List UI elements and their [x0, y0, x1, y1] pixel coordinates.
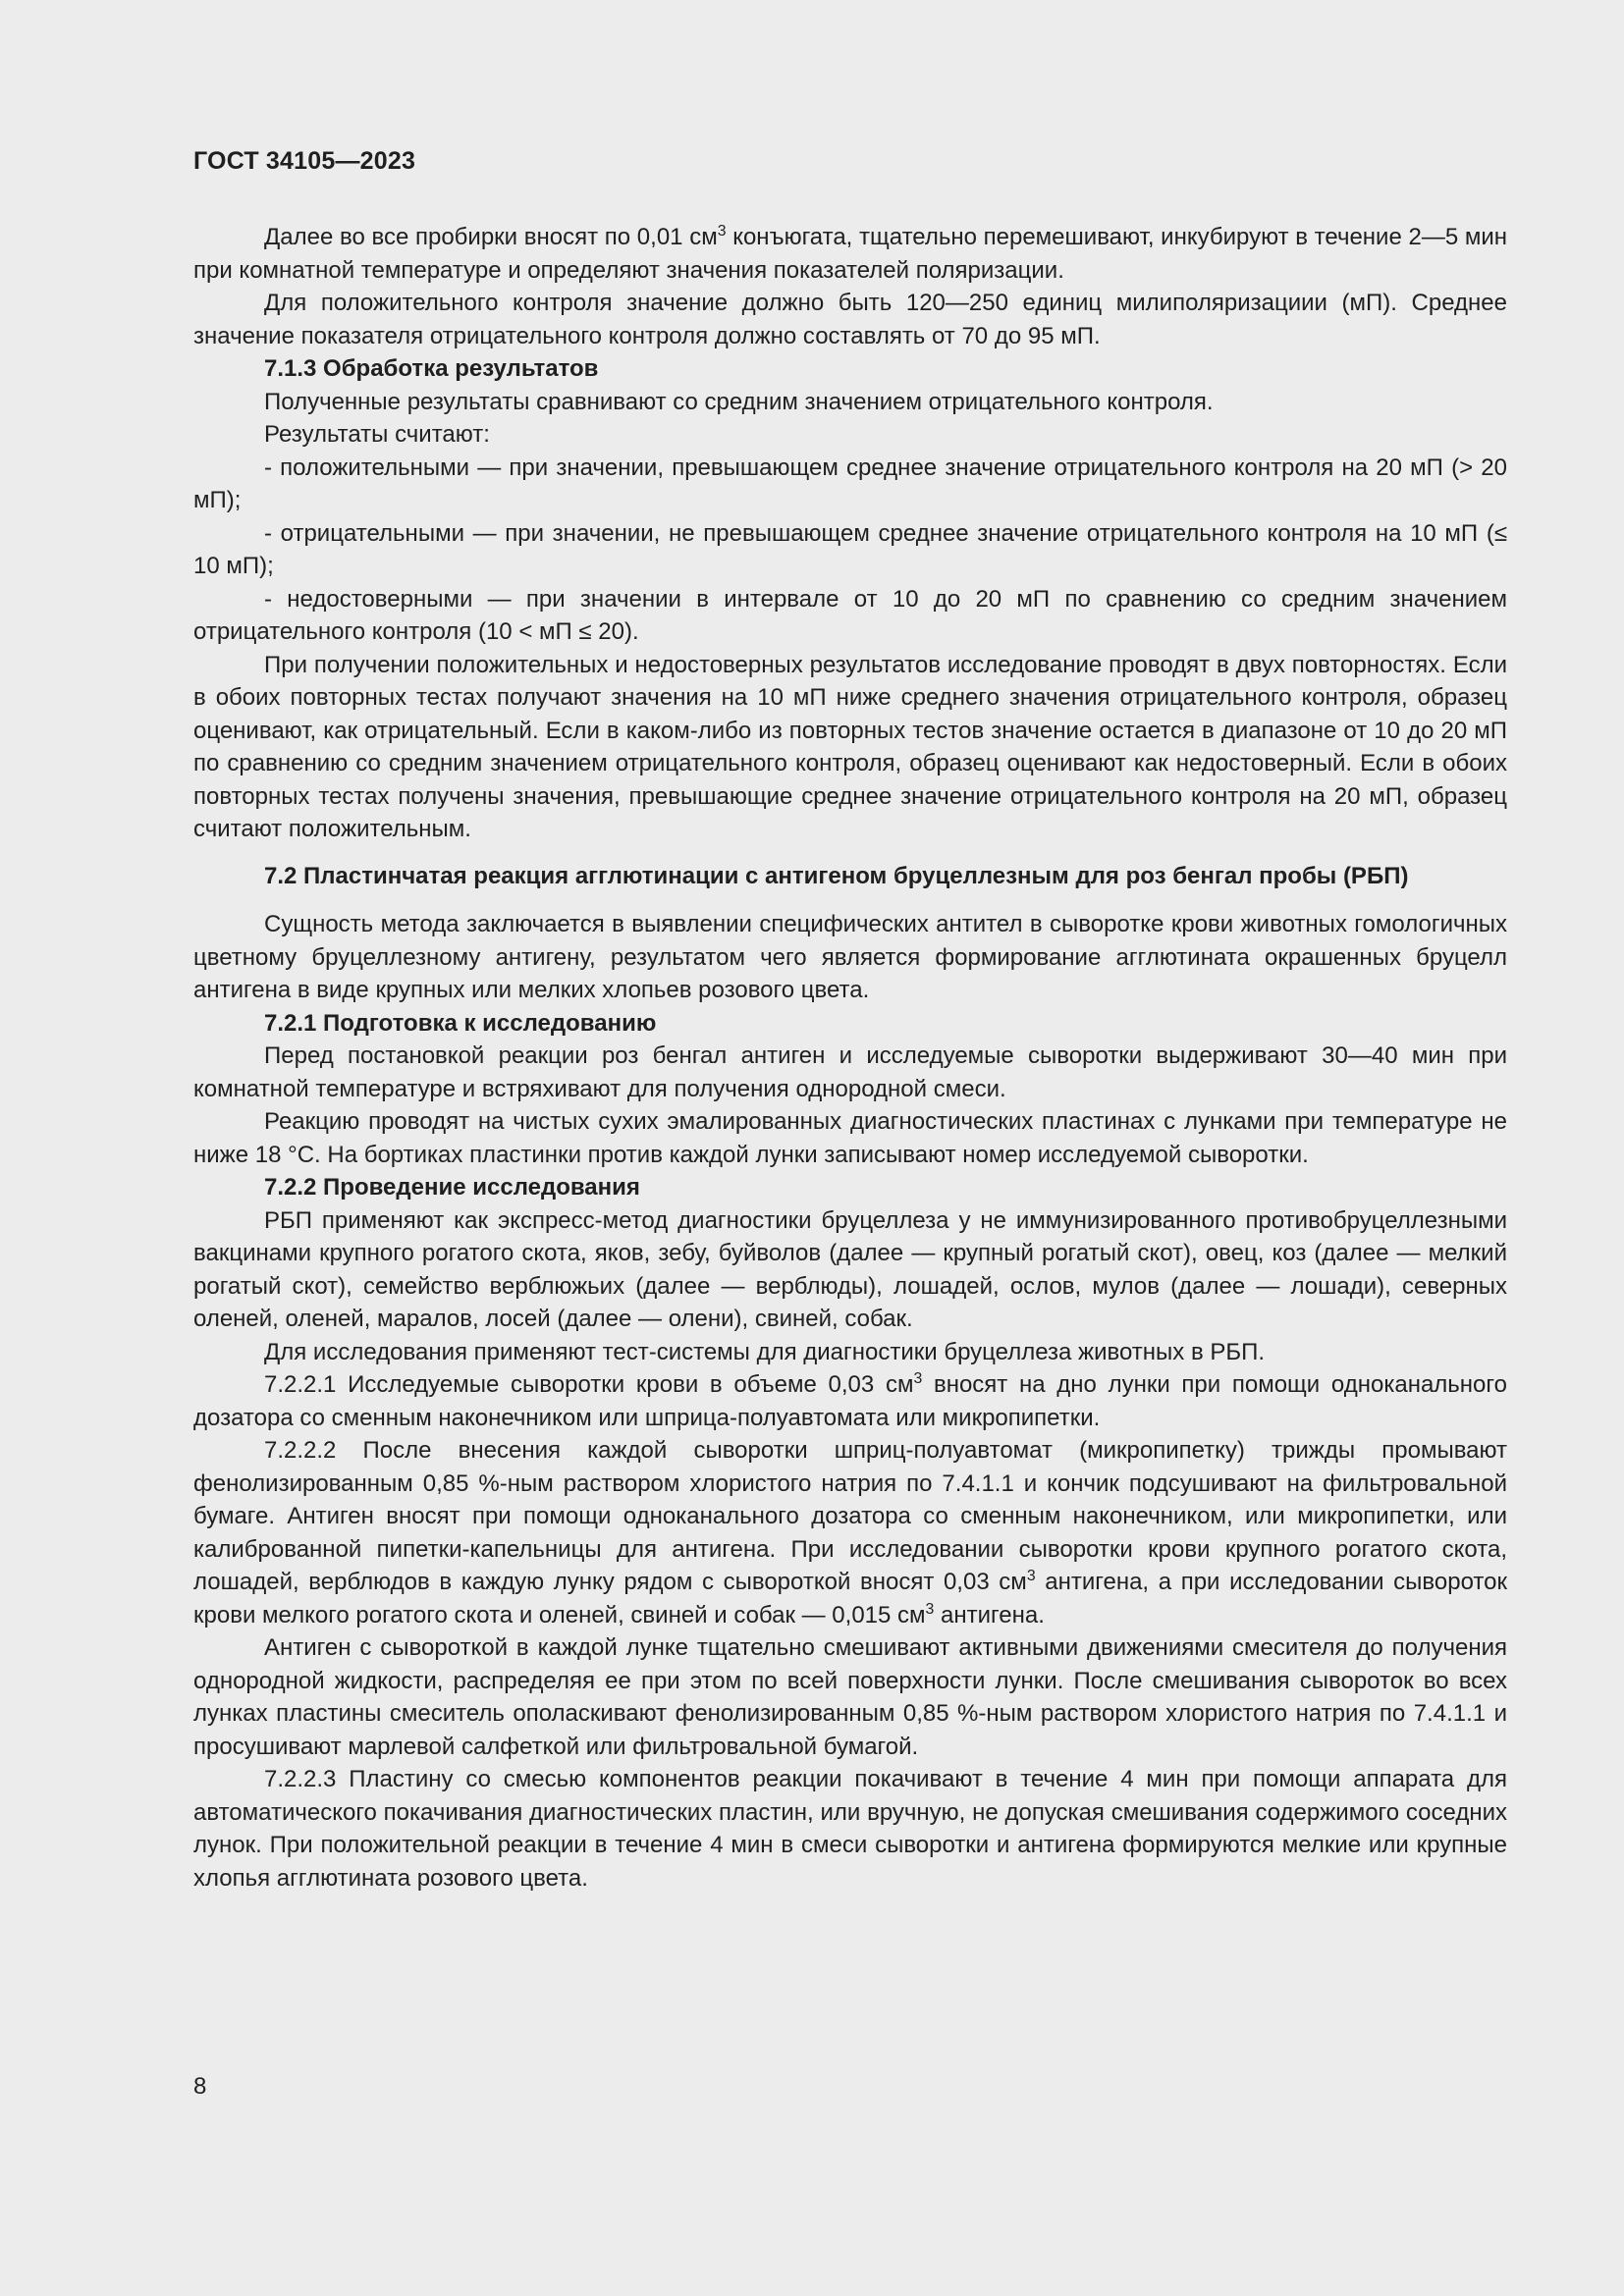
paragraph: Антиген с сывороткой в каждой лунке тщательно смешивают активными движениями смесителя до получения однородной жидкости, распределяя ее при этом по всей поверхности лунки. После смешивания сывороток во всех лунках пластины смеситель ополаскивают фенолизированным 0,85 %-ным раствором хлористого натрия по 7.4.1.1 и просушивают марлевой салфеткой или фильтровальной бумагой.	[193, 1634, 1507, 1760]
paragraph: 7.2.2.3 Пластину со смесью компонентов реакции покачивают в течение 4 мин при помощи аппарата для автоматического покачивания диагностических пластин, или вручную, не допуская смешивания содержимого соседних лунок. При положительной реакции в течение 4 мин в смеси сыворотки и антигена формируются мелкие или крупные хлопья агглютината розового цвета.	[193, 1766, 1507, 1892]
paragraph: Для положительного контроля значение должно быть 120—250 единиц милиполяризациии (мП). Среднее значение показателя отрицательного контроля должно составлять от 70 до 95 мП.	[193, 290, 1507, 349]
section-heading: 7.2 Пластинчатая реакция агглютинации с антигеном бруцеллезным для роз бенгал пробы (РБП)	[264, 862, 1409, 889]
document-body	[193, 221, 1507, 1895]
page-number: 8	[193, 2073, 207, 2100]
paragraph: Полученные результаты сравнивают со средним значением отрицательного контроля.	[264, 388, 1214, 415]
section-heading: 7.1.3 Обработка результатов	[264, 355, 599, 382]
paragraph: Для исследования применяют тест-системы для диагностики бруцеллеза животных в РБП.	[264, 1338, 1266, 1365]
paragraph: Сущность метода заключается в выявлении специфических антител в сыворотке крови животных гомологичных цветному бруцеллезному антигену, результатом чего является формирование агглютината окрашенных бруцелл антигена в виде крупных или мелких хлопьев розового цвета.	[193, 911, 1507, 1003]
section-heading: 7.2.1 Подготовка к исследованию	[264, 1009, 657, 1037]
section-heading: 7.2.2 Проведение исследования	[264, 1174, 640, 1201]
paragraph: РБП применяют как экспресс-метод диагностики бруцеллеза у не иммунизированного противобруцеллезными вакцинами крупного рогатого скота, яков, зебу, буйволов (далее — крупный рогатый скот), овец, коз (далее — мелкий рогатый скот), семейство верблюжьих (далее — верблюды), лошадей, ослов, мулов (далее — лошади), северных оленей, оленей, маралов, лосей (далее — олени), свиней, собак.	[193, 1206, 1507, 1332]
document-header: ГОСТ 34105—2023	[193, 147, 416, 175]
paragraph: Реакцию проводят на чистых сухих эмалированных диагностических пластинах с лунками при температуре не ниже 18 °С. На бортиках пластинки против каждой лунки записывают номер исследуемой сыворотки.	[193, 1108, 1507, 1168]
list-item: - положительными — при значении, превышающем среднее значение отрицательного контроля на 20 мП (> 20 мП);	[193, 454, 1507, 513]
paragraph: При получении положительных и недостоверных результатов исследование проводят в двух повторностях. Если в обоих повторных тестах получают значения на 10 мП ниже среднего значения отрицательного контроля, образец оценивают, как отрицательный. Если в каком-либо из повторных тестов значение остается в диапазоне от 10 до 20 мП по сравнению со средним значением отрицательного контроля, образец оценивают как недостоверный. Если в обоих повторных тестах получены значения, превышающие среднее значение отрицательного контроля на 20 мП, образец считают положительным.	[193, 651, 1507, 842]
paragraph: Далее во все пробирки вносят по 0,01 $см^3$ конъюгата, тщательно перемешивают, инкубируют в течение 2—5 мин при комнатной температуре и определяют значения показателей поляризации.	[193, 223, 1508, 284]
paragraph: Результаты считают:	[264, 421, 490, 448]
paragraph: Перед постановкой реакции роз бенгал антиген и исследуемые сыворотки выдерживают 30—40 мин при комнатной температуре и встряхивают для получения однородной смеси.	[193, 1042, 1507, 1102]
list-item: - недостоверными — при значении в интервале от 10 до 20 мП по сравнению со средним значением отрицательного контроля (10 < мП ≤ 20).	[193, 585, 1507, 645]
paragraph: 7.2.2.1 Исследуемые сыворотки крови в объеме 0,03 $см^3$ вносят на дно лунки при помощи одноканального дозатора со сменным наконечником или шприца-полуавтомата или микропипетки.	[193, 1370, 1507, 1431]
list-item: - отрицательными — при значении, не превышающем среднее значение отрицательного контроля на 10 мП (≤ 10 мП);	[193, 519, 1507, 579]
paragraph: 7.2.2.2 После внесения каждой сыворотки шприц-полуавтомат (микропипетку) трижды промывают фенолизированным 0,85 %-ным раствором хлористого натрия по 7.4.1.1 и кончик подсушивают на фильтровальной бумаге. Антиген вносят при помощи одноканального дозатора со сменным наконечником, или микропипетки, или калиброванной пипетки-капельницы для антигена. При исследовании сыворотки крови крупного рогатого скота, лошадей, верблюдов в каждую лунку рядом с сывороткой вносят 0,03 $см^3$ антигена, а при исследовании сывороток крови мелкого рогатого скота и оленей, свиней и собак — 0,015 $см^3$ антигена.	[193, 1437, 1508, 1629]
